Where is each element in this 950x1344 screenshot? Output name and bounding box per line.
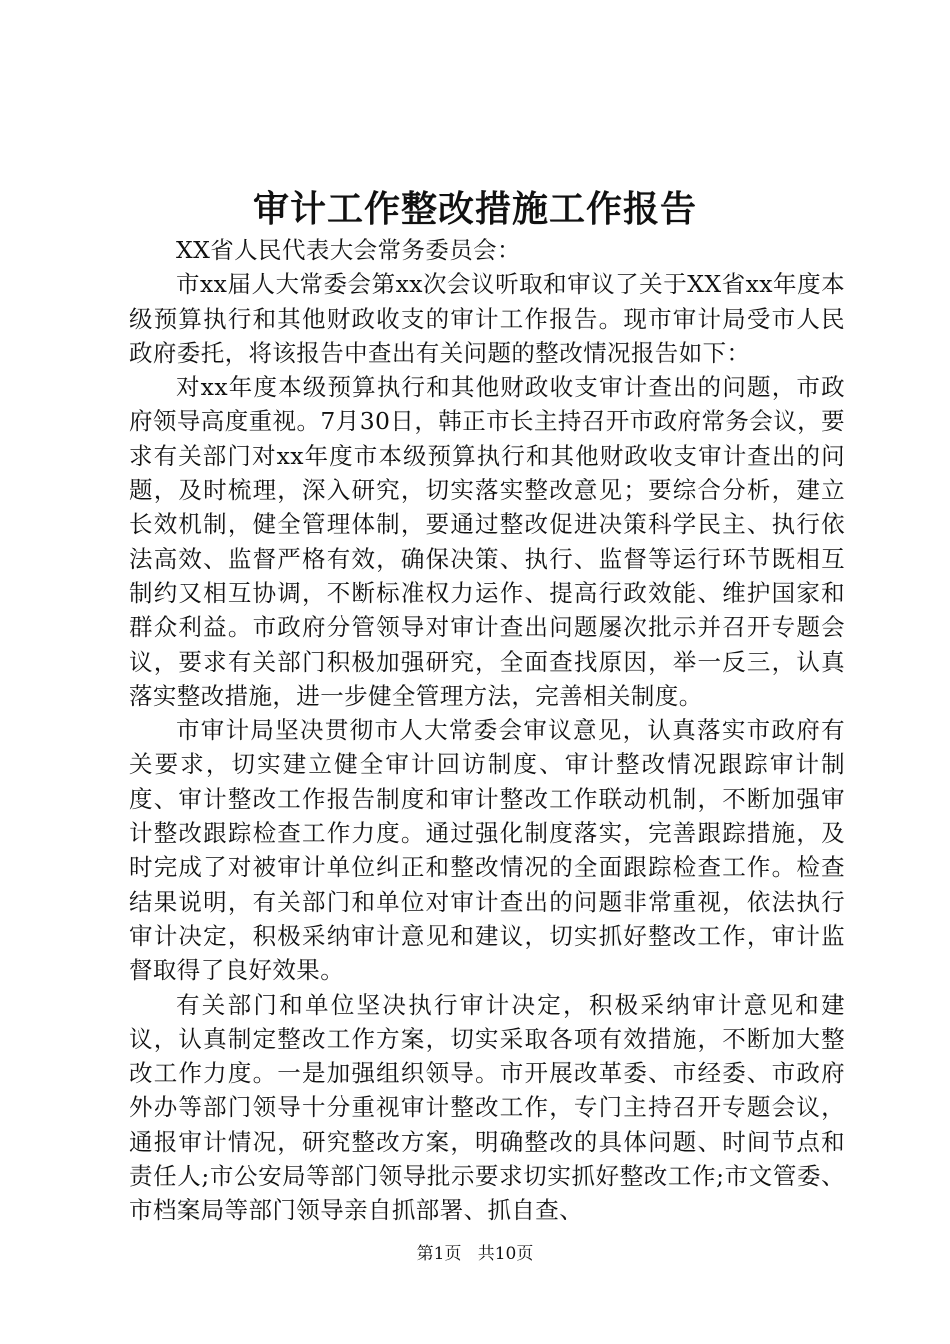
footer-spacer [467, 1244, 472, 1264]
page-footer [0, 1242, 950, 1266]
page-number: 第1页 [416, 1244, 462, 1264]
document-body [129, 233, 845, 1228]
document-title: 审计工作整改措施工作报告 [252, 188, 697, 230]
salutation: XX省人民代表大会常务委员会： [176, 236, 521, 264]
page-total: 共10页 [477, 1244, 534, 1264]
paragraph-2: 对xx年度本级预算执行和其他财政收支审计查出的问题，市政府领导高度重视。7月30日，韩正市长主持召开市政府常务会议，要求有关部门对xx年度市本级预算执行和其他财政收支审计查出的问题，及时梳理，深入研究，切实落实整改意见；要综合分析，建立长效机制，健全管理体制，要通过整改促进决策科学民主、执行依法高效、监督严格有效，确保决策、执行、监督等运行环节既相互制约又相互协调，不断标准权力运作、提高行政效能、维护国家和群众利益。市政府分管领导对审计查出问题屡次批示并召开专题会议，要求有关部门积极加强研究，全面查找原因，举一反三，认真落实整改措施，进一步健全管理方法，完善相关制度。 [129, 373, 845, 710]
paragraph-4: 有关部门和单位坚决执行审计决定，积极采纳审计意见和建议，认真制定整改工作方案，切实采取各项有效措施，不断加大整改工作力度。一是加强组织领导。市开展改革委、市经委、市政府外办等部门领导十分重视审计整改工作，专门主持召开专题会议，通报审计情况，研究整改方案，明确整改的具体问题、时间节点和责任人;市公安局等部门领导批示要求切实抓好整改工作;市文管委、市档案局等部门领导亲自抓部署、抓自查、 [129, 990, 845, 1225]
paragraph-3: 市审计局坚决贯彻市人大常委会审议意见，认真落实市政府有关要求，切实建立健全审计回访制度、审计整改情况跟踪审计制度、审计整改工作报告制度和审计整改工作联动机制，不断加强审计整改跟踪检查工作力度。通过强化制度落实，完善跟踪措施，及时完成了对被审计单位纠正和整改情况的全面跟踪检查工作。检查结果说明，有关部门和单位对审计查出的问题非常重视，依法执行审计决定，积极采纳审计意见和建议，切实抓好整改工作，审计监督取得了良好效果。 [129, 716, 845, 985]
paragraph-1: 市xx届人大常委会第xx次会议听取和审议了关于XX省xx年度本级预算执行和其他财政收支的审计工作报告。现市审计局受市人民政府委托，将该报告中查出有关问题的整改情况报告如下： [129, 270, 845, 367]
